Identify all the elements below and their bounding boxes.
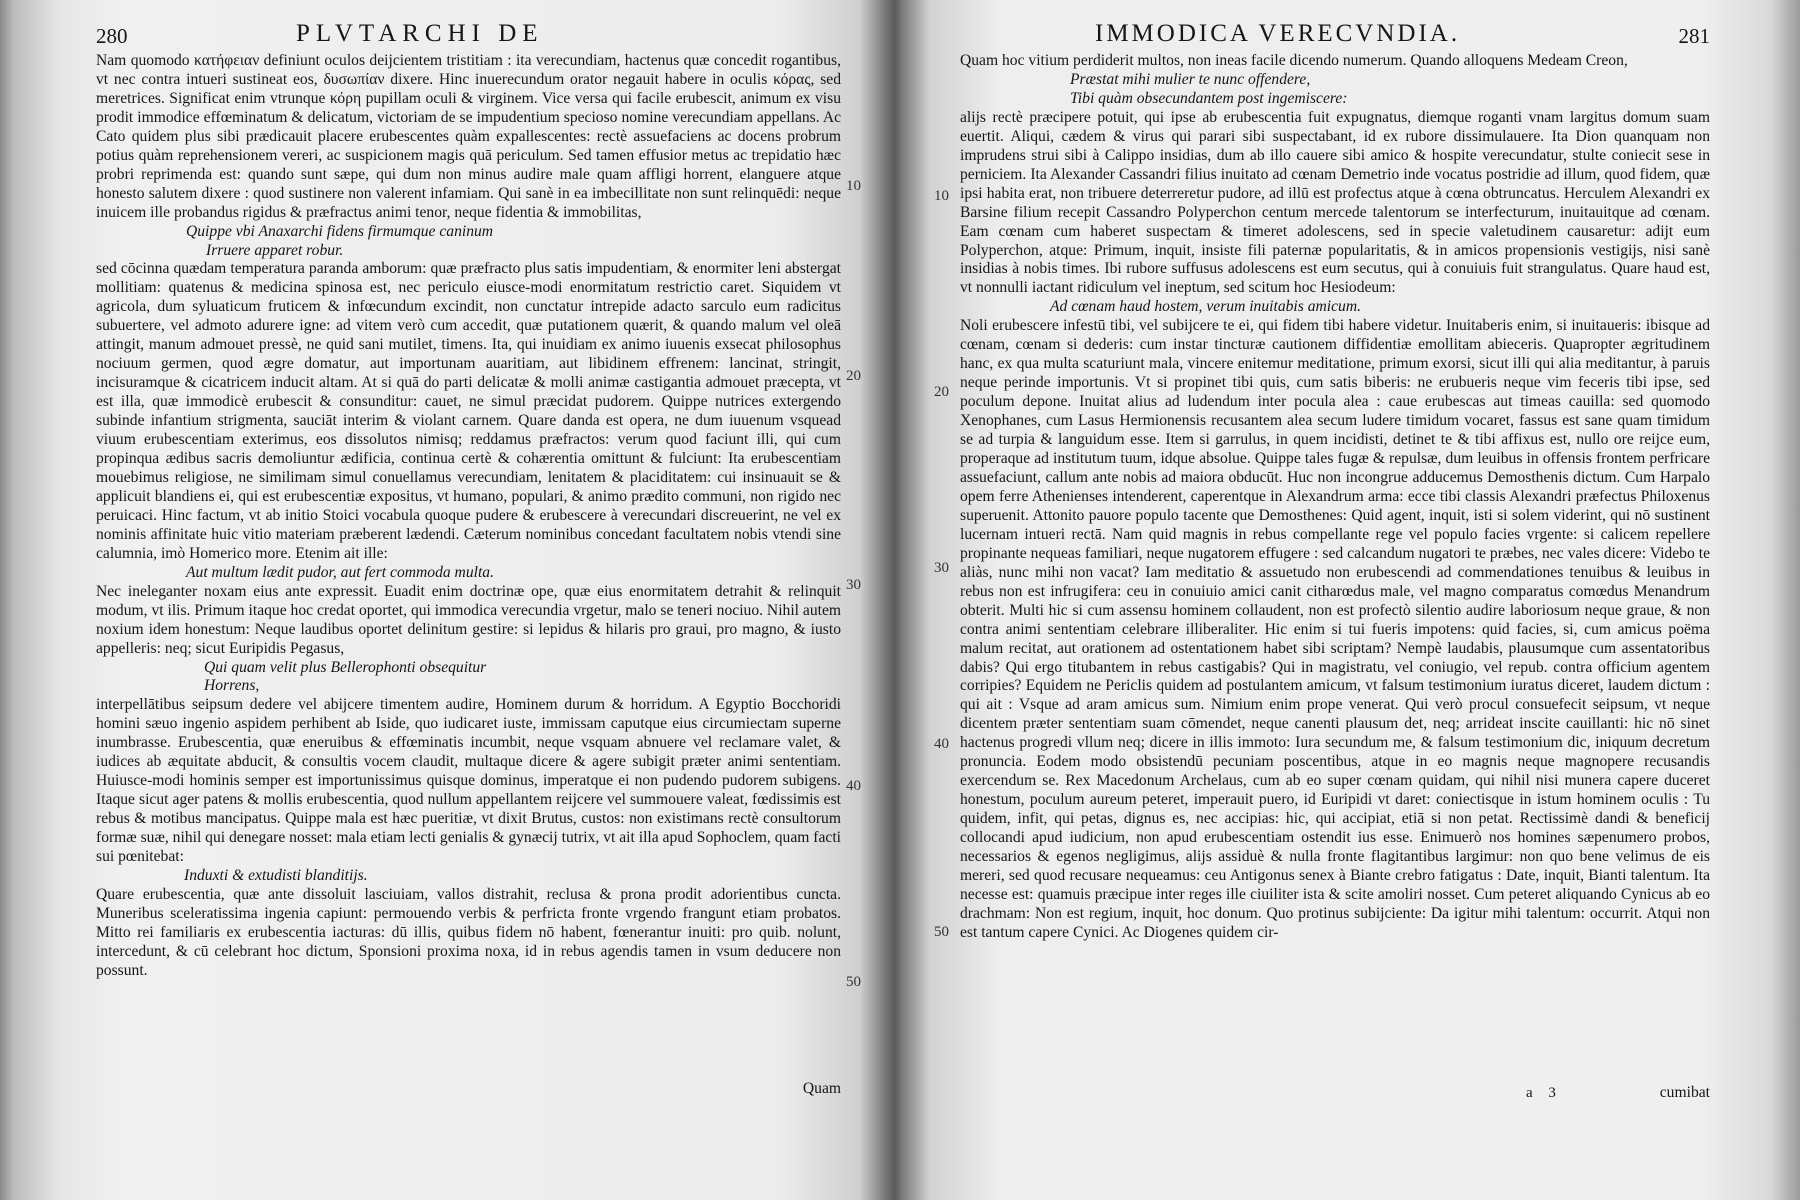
right-page-header bbox=[960, 18, 1710, 50]
verse-line: Irruere apparet robur. bbox=[206, 241, 344, 259]
verse-line: Qui quam velit plus Bellerophonti obsequitur bbox=[204, 658, 487, 676]
verse-line: Aut multum lædit pudor, aut fert commoda multa. bbox=[186, 563, 494, 581]
line-number: 40 bbox=[934, 736, 949, 752]
line-number: 50 bbox=[846, 974, 861, 990]
verse-line: Horrens, bbox=[204, 677, 260, 695]
running-head: PLVTARCHI DE bbox=[296, 20, 544, 47]
paragraph: Quam hoc vitium perdiderit multos, non ineas facile dicendo numerum. Quando alloquens Medeam Creon, bbox=[960, 52, 1628, 69]
left-page-header bbox=[96, 18, 841, 50]
verse-line: Ad cœnam haud hostem, verum inuitabis amicum. bbox=[1050, 298, 1361, 316]
paragraph: Nec ineleganter noxam eius ante expressit. Euadit enim doctrinæ ope, quæ eius enormitatem detrahit & relinquit modum, vt ilis. Primum itaque hoc credat oportet, qui immodica verecundia vrgetur, malo se teneri nociuo. Nihil autem noxium idem honestum: Neque laudibus oportet delinitum gestire: si lepidus & hilaris pro graui, pro magno, & iusto appelleris: neq; sicut Euripidis Pegasus, bbox=[96, 582, 841, 657]
left-page bbox=[96, 0, 861, 1200]
page-number: 281 bbox=[1678, 24, 1710, 48]
paragraph: Nam quomodo κατήφειαν definiunt oculos deijcientem tristitiam : ita verecundiam, hactenus quæ concedit rogantibus, vt nec contra intueri sustineat eos, δυσωπίαν dixere. Hinc inuerecundum orator negauit habere in oculis κόρας, sed meretrices. Significat enim vtrunque κόρη pupillam oculi & virginem. Vice versa qui facile erubescit, animum ex visu prodit immodice effœminatum & delicatum, victoriam de se impudentium specioso nomine verecundiam appellans. Ac Cato quidem plus sibi prædicauit placere erubescentes quàm expallescentes: rectè assuefaciens ac docens probrum potius quàm reprehensionem vereri, ac suspicionem magis quā periculum. Sed tamen effusior metus ac trepidatio hæc probri reprimenda est: quando sunt sæpe, qui dum non minus audire male quam affligi horrent, elanguere atque honesto salutem dixere : quod sustinere non valerent infamiam. Qui sanè in ea imbecillitate non sunt relinquēdi: neque inuicem ille probandus rigidus & præfractus animi tenor, neque fidentia & immobilitas, bbox=[96, 52, 841, 221]
running-head: IMMODICA VERECVNDIA. bbox=[1095, 20, 1461, 47]
catchword: Quam bbox=[802, 1080, 841, 1097]
line-number: 40 bbox=[846, 778, 861, 794]
signature-mark: a 3 bbox=[1526, 1085, 1562, 1101]
page-number: 280 bbox=[96, 24, 128, 48]
line-number: 20 bbox=[934, 384, 949, 400]
verse-line: Quippe vbi Anaxarchi fidens firmumque caninum bbox=[186, 222, 494, 240]
line-number: 10 bbox=[934, 188, 949, 204]
line-number: 50 bbox=[934, 924, 949, 940]
line-number: 30 bbox=[934, 560, 949, 576]
verse-line: Præstat mihi mulier te nunc offendere, bbox=[1070, 70, 1311, 88]
verse-line: Induxti & extudisti blanditijs. bbox=[184, 866, 368, 884]
paragraph: alijs rectè præcipere potuit, qui ipse ab erubescentia fuit expugnatus, diemque roganti vnam largitus domum suam euertit. Aliqui, cædem & virus qui parari sibi suspectabant, id ex rubore dissimulauere. Ita Dion quanquam non imprudens strui sibi à Calippo insidias, dum ab illo cauere sibi amico & hospite verecundatur, stulte coniecit sese in perniciem. Ita Alexander Cassandri filius inuitato ad cœnam Demetrio inde vocatus postridie ad illum, quod fidem, quæ ipsi habita erat, non tribuere deterreretur pudore, ad illū est profectus atque à cœna obtruncatus. Herculem Alexandri ex Barsine filium recepit Cassandro Polyperchon centum mercede talentorum se interfecturum, inuitauitque ad cœnam. Eam cœnam cum haberet suspectam & timeret adolescens, sed in specie valetudinem causaretur: adijt eum Polyperchon, atque: Primum, inquit, insiste fili paternæ popularitatis, & in amicos propensionis vestigijs, nisi sanè insidias à nobis times. Ibi rubore suffusus adolescens est eum secutus, qui à conuiuis fuit strangulatus. Quare haud est, vt nonnulli iactant ridiculum vel ineptum, sed scitum hoc Hesiodeum: bbox=[960, 108, 1710, 297]
paragraph: sed cōcinna quædam temperatura paranda amborum: quæ præfracto plus satis impudentiam, & enormiter leni abstergat mollitiam: quatenus & medicina spinosa est, nec periculo eiusce-modi enormitatum restrictio caret. Siquidem vt agricola, dum syluaticum fruticem & infœcundum excindit, non cunctatur intrepide adacto sarculo eum radicitus subuertere, vel admoto adurere igne: ad vitem verò cum accedit, quæ putationem quærit, & quando malum vel oleā attingit, manum admouet pressè, ne quid sani mutilet, timens. Ita, qui inuidiam ex animo iuuenis exsecat philosophus nociuum germen, quod ægre domatur, aut importunam auaritiam, aut libidinem effrenem: lancinat, stringit, incisuramque & cicatricem inducit altam. At si quā do parti delicatæ & molli animæ castigantia admouet præcepta, vt est illa, quæ immodicè erubescit & consunditur: cauet, ne simul præcidat pudorem. Quippe nutrices extergendo subinde infantium strigmenta, sauciāt interim & violant carnem. Quare danda est opera, ne dum iuuenum vsquead viuum erubescentiam exterimus, eos dissolutos nimisq; reddamus præfractos: verum quod faciunt illi, qui cum propinqua ædibus sacris demoliuntur ædificia, continua certè & cohærentia omittunt & fulciunt: Ita erubescentiam mouebimus religiose, ne similimam simul conuellamus verecundiam, lenitatem & placiditatem: cui insinuauit se & applicuit blandiens ei, qui est erubescentiæ expositus, vt humano, populari, & animo prædito communi, non rigido nec peruicaci. Hinc factum, vt ab initio Stoici vocabula quoque pudere & erubescere à verecundari discreuerint, ne vel ex nominis affinitate huic vitio materiam præberent lædendi. Cæterum nominibus concedant facultatem nobis vtendi sine calumnia, imò Homerico more. Etenim ait ille: bbox=[96, 260, 841, 562]
verse-line: Tibi quàm obsecundantem post ingemiscere: bbox=[1070, 89, 1348, 107]
right-page-text bbox=[960, 52, 1710, 943]
left-page-text bbox=[96, 52, 841, 981]
line-number: 20 bbox=[846, 368, 861, 384]
paragraph: Noli erubescere infestū tibi, vel subijcere te ei, qui fidem tibi habere videtur. Inuitaberis enim, si inuitaueris: ibisque ad cœnam, cœnam si dederis: cum instar tincturæ cautionem diffidentiæ emollitam abieceris. Quapropter ægritudinem hanc, ex qua multa scaturiunt mala, vincere enitemur meditatione, primum exorsi, sicut illi qui alia meditantur, à paruis neque perinde importunis. Vt si propinet tibi quis, cum satis biberis: ne erubueris neque vim feceris tibi ipse, sed poculum depone. Inuitat alius ad ludendum inter pocula alea : caue erubescas aut timeas cauilla: sed quomodo Xenophanes, cum Lasus Hermionensis recusantem alea secum ludere timidum vocaret, fassus est sane quam timidum se ad turpia & languidum esse. Item si garrulus, in quem incidisti, detinet te & tibi affixus est, nullo ore reijce eum, properaque ad institutum tuum, idque absolue. Quippe tales fugæ & repulsæ, dum leuibus in offensis frontem perfricare assuefaciunt, callum ante nobis ad maiora obducūt. Huc non incongrue adducemus Demosthenis dictum. Cum Harpalo opem ferre Athenienses intenderent, caperentque in Alexandrum arma: ecce tibi classis Alexandri præfectus Philoxenus superuenit. Attonito pauore populo tacente que Demosthenes: Quid agent, inquit, isti si solem viderint, qui nō sustinent lucernam intueri rectā. Nam quid magnis in rebus compellante rege vel populo facies vrgente: si calicem repellere propinante nequeas familiari, neque nugatorem effugere : sed calcandum nugatori te præbes, nec vales dicere: Videbo te aliàs, nunc mihi non vacat? Iam meditatio & assuetudo non erubescendi ad commendationes tenuibus & leuibus in rebus non est infrugifera: ceu in conuiuio amici canit citharœdus male, vel magno comparatus comœdus Menandrum obterit. Multi hic si cum assensu hominem collaudent, non est profectò silentio audire laboriosum neque graue, & non contra animi sententiam celebrare illiberaliter. Hic enim si tui fueris impotens: quid facies, si, cum amicus poëma malum recitat, aut orationem ad ostentationem habet sibi scriptam? Nempè laudabis, plausumque cum assentatoribus dabis? Qui ergo titubantem in rebus castigabis? Qui in magistratu, vel coniugio, vel repub. contra officium agentem corripies? Equidem ne Periclis quidem ad postulantem amicum, vt falsum testimonium iuratus diceret, laudem dictum : qui ait : Vsque ad aram amicus sum. Nimium enim prope venerat. Qui verò procul consuefecit seipsum, vt neque dicentem præter sententiam suam cōmendet, neque canenti plausum det, neq; arrideat inscite cauillanti: hic nō sinet hactenus progredi vllum neq; dicere in illis immoto: Iura secundum me, & falsum testimonium dic, iniquum decretum pronuncia. Eodem modo obsistendū pecuniam poscentibus, atque in eo magnis neque magnopere recusandis exercendum se. Rex Macedonum Archelaus, cum ab eo super cœnam quidam, qui nihil nisi munera capere duceret honestum, poculum aureum peteret, imperauit puero, id Euripidi vt daret: coniectisque in istum hominem oculis : Tu quidem, infit, qui petas, dignus es, nec accipias: hic, qui accipiat, etiā si non petat. Rectissimè dandi & beneficij collocandi apud iudicium, non apud erubescentiam ostendit ius esse. Enimuerò nos homines sæpenumero probos, necessarios & egenos negligimus, alijs assiduè & nulla fronte flagitantibus largimur: non quo bene velimus de eis mereri, sed quod recusare nequeamus: ceu Antigonus senex à Biante crebro fatigatus : Date, inquit, Bianti talentum. Ita necesse est: quamuis præcipue inter reges ille ciuiliter ista & scite amoliri nosset. Cum peteret aliquando Cynicus ab eo drachmam: Non est regium, inquit, hoc donum. Quo protinus subijciente: Da igitur mihi talentum: occurrit. Atqui non est tantum capere Cynici. Ac Diogenes quidem cir- bbox=[960, 317, 1710, 941]
paragraph: interpellātibus seipsum dedere vel abijcere timentem audire, Hominem durum & horridum. A Egyptio Bocchoridi homini sæuo ingenio aspidem perhibent ab Iside, quo iudicaret iuste, immissam caputque eius circumiectam superne inumbrasse. Erubescentia, quæ eneruibus & effœminatis incumbit, neque vsquam abnuere vel reclamare valet, & iudices ab æquitate abducit, & consultis vocem claudit, multaque dicere & agere subigit præter animi sententiam. Huiusce-modi hominis semper est importunissimus quisque dominus, imperatque ei non pudendo pudorem subigens. Itaque sicut ager patens & mollis erubescentia, quod nullum appellantem reijcere vel summouere valeat, fœdissimis est rebus & motibus mancipatus. Quippe mala est hæc pueritiæ, vt dixit Brutus, custos: non existimans rectè consultorum formæ suæ, nihil qui denegare nosset: mala etiam lecti genialis & gynæcij tutrix, vt ait illa apud Sophoclem, quam facti sui pœnitebat: bbox=[96, 696, 841, 866]
catchword: cumibat bbox=[1659, 1084, 1710, 1101]
right-page bbox=[934, 0, 1710, 1200]
paragraph: Quare erubescentia, quæ ante dissoluit lasciuiam, vallos distrahit, reclusa & prona prodit adorientibus cuncta. Muneribus sceleratissima ingenia capiunt: permouendo verbis & perfricta fronte vrgendo frangunt etiam probatos. Mitto rei familiaris ex erubescentia iacturas: dū illis, quibus fidem nō habent, fœnerantur inuiti: pro quib. nolunt, intercedunt, & cū celebrant hoc dictum, Sponsioni proxima noxa, id in rebus agendis tamen in vsum deducere non possunt. bbox=[96, 885, 841, 979]
line-number: 30 bbox=[846, 577, 861, 593]
line-number: 10 bbox=[846, 178, 861, 194]
